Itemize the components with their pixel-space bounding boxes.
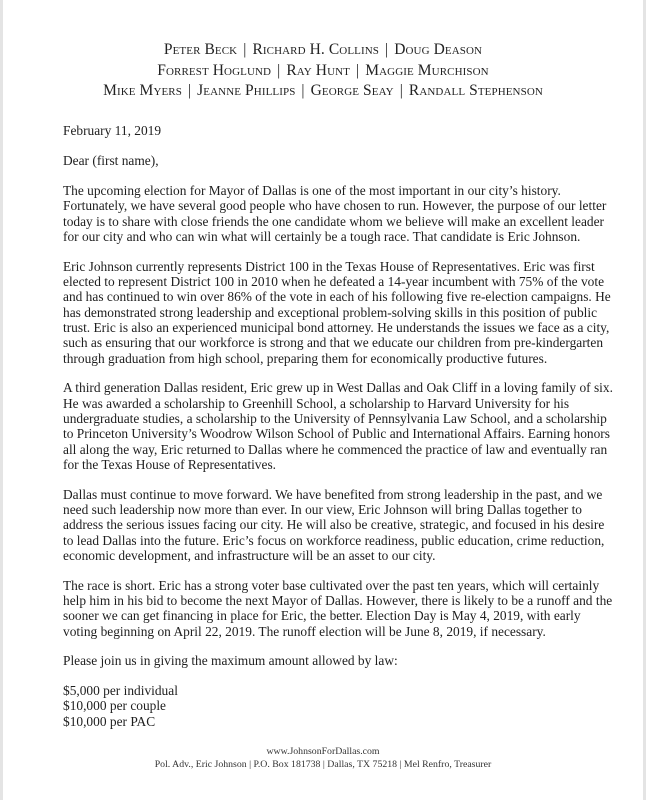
paragraph-appeal <box>63 653 603 668</box>
page-edge-left <box>0 0 3 800</box>
text-line: has demonstrated strong leadership and exceptional problem-solving skills in this position of public <box>63 304 598 320</box>
text-line: trust. Eric is also an experienced municipal bond attorney. He understands the issues we face as a city, <box>63 319 610 335</box>
text-line: today is to share with close friends the one candidate whom we believe will make an excellent leader <box>63 213 605 229</box>
text-line: to lead Dallas into the future. Eric’s focus on workforce readiness, public education, crime reduction, <box>63 532 605 548</box>
paragraph-intro <box>63 183 607 244</box>
text-line: Dallas must continue to move forward. We have benefited from strong leadership in the past, and we <box>63 486 603 502</box>
footer <box>0 746 646 772</box>
letterhead <box>0 40 646 102</box>
paragraph-vision <box>63 487 603 563</box>
letterhead-name: Peter Beck <box>163 41 238 58</box>
text-line: through graduation from high school, preparing them for economically productive futures. <box>63 350 548 366</box>
letter-date: February 11, 2019 <box>63 123 162 138</box>
text-line: for our city and who can win what will certainly be a tough race. That candidate is Eric Johnson. <box>63 228 581 244</box>
letterhead-separator: | <box>356 61 360 79</box>
letterhead-name: Doug Deason <box>394 41 483 58</box>
contribution-limits <box>63 683 603 729</box>
letterhead-separator: | <box>243 41 247 58</box>
letter-body <box>63 123 613 729</box>
letterhead-name: Forrest Hoglund <box>157 61 272 79</box>
text-line: sooner we can get financing in place for Eric, the better. Election Day is May 4, 2019, with early <box>63 608 581 624</box>
letterhead-name: Ray Hunt <box>286 61 351 79</box>
letterhead-separator: | <box>187 82 192 99</box>
letterhead-line <box>0 81 646 102</box>
text-line: address the serious issues facing our city. He will also be creative, strategic, and focused in his desire <box>63 517 605 533</box>
letterhead-separator: | <box>399 82 403 99</box>
letterhead-line <box>0 61 646 82</box>
text-line: elected to represent District 100 in 2010 when he defeated a 14-year incumbent with 75% of the vote <box>63 274 605 290</box>
footer-disclaimer: Pol. Adv., Eric Johnson | P.O. Box 181738 | Dallas, TX 75218 | Mel Renfro, Treasurer <box>154 758 492 770</box>
letterhead-separator: | <box>385 41 389 58</box>
letterhead-name: Mike Myers <box>103 82 182 99</box>
paragraph-race <box>63 577 613 639</box>
paragraph-background <box>63 258 611 366</box>
text-line: undergraduate studies, a scholarship to the University of Pennsylvania Law School, and a scholarship <box>63 410 607 426</box>
text-line: economic development, and infrastructure will be an asset to our city. <box>63 547 436 563</box>
text-line: such as ensuring that our workforce is strong and that we educate our children from pre-kindergarten <box>63 335 604 351</box>
text-line: to Princeton University’s Woodrow Wilson School of Public and International Affairs. Earning honors <box>63 426 610 442</box>
text-line: need such leadership now more than ever. In our view, Eric Johnson will bring Dallas together to <box>63 501 582 517</box>
letterhead-name: Richard H. Collins <box>252 41 380 58</box>
contribution-pac: $10,000 per PAC <box>63 713 156 729</box>
contribution-couple: $10,000 per couple <box>63 698 167 714</box>
text-line: help him in his bid to become the next Mayor of Dallas. However, there is likely to be a runoff and the <box>63 592 613 608</box>
text-line: voting beginning on April 22, 2019. The runoff election will be June 8, 2019, if necessary. <box>63 623 546 639</box>
letterhead-separator: | <box>301 82 305 99</box>
letterhead-name: George Seay <box>310 82 394 99</box>
footer-website: www.JohnsonForDallas.com <box>266 746 380 757</box>
text-line: A third generation Dallas resident, Eric grew up in West Dallas and Oak Cliff in a loving family of six. <box>63 380 613 396</box>
text-line: Fortunately, we have several good people who have chosen to run. However, the purpose of our letter <box>63 198 607 214</box>
text-line: The race is short. Eric has a strong voter base cultivated over the past ten years, which will certainly <box>63 577 600 593</box>
letterhead-name: Maggie Murchison <box>365 61 489 79</box>
text-line: The upcoming election for Mayor of Dallas is one of the most important in our city’s history. <box>63 183 561 199</box>
text-line: Please join us in giving the maximum amount allowed by law: <box>63 653 398 669</box>
text-line: all along the way, Eric returned to Dallas where he commenced the practice of law and eventually ran <box>63 441 608 457</box>
letterhead-line <box>0 40 646 61</box>
letterhead-separator: | <box>277 61 281 79</box>
text-line: Eric Johnson currently represents District 100 in the Texas House of Representatives. Eric was first <box>63 258 595 274</box>
letterhead-name: Jeanne Phillips <box>197 82 296 99</box>
contribution-individual: $5,000 per individual <box>63 683 178 699</box>
salutation: Dear (first name), <box>63 153 159 169</box>
paragraph-biography <box>63 380 613 472</box>
text-line: He was awarded a scholarship to Greenhill School, a scholarship to Harvard University for his <box>63 395 570 411</box>
text-line: and has continued to win over 86% of the vote in each of his following five re-election campaigns. He <box>63 289 611 305</box>
letterhead-name: Randall Stephenson <box>408 82 543 99</box>
text-line: for the Texas House of Representatives. <box>63 456 277 472</box>
